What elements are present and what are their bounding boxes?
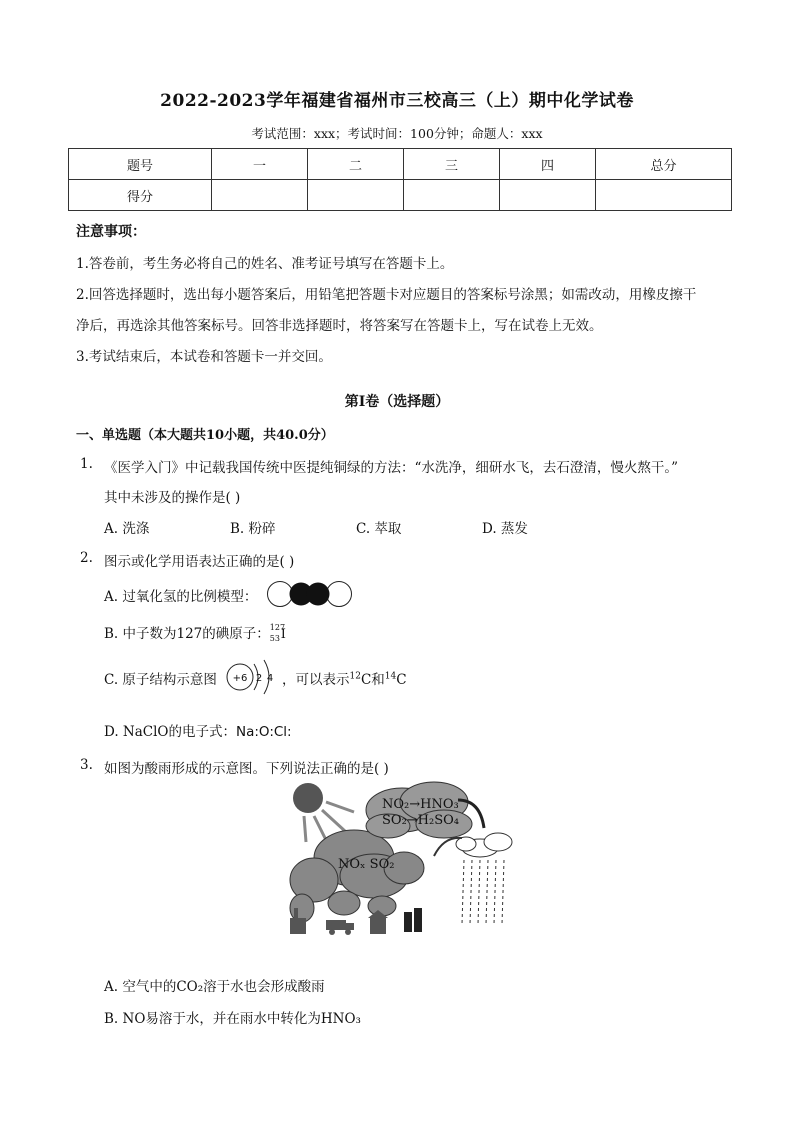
shell-1-electrons: 2	[255, 673, 263, 684]
note-item-3: 3.考试结束后，本试卷和答题卡一并交回。	[76, 349, 332, 365]
note-item-2-line-2: 净后，再选涂其他答案标号。回答非选择题时，将答案写在答题卡上，写在试卷上无效。	[76, 318, 603, 334]
score-cell: 总分	[596, 149, 732, 180]
isotope-1: C和	[360, 672, 385, 688]
mass-number: 127	[269, 622, 286, 632]
score-table-row	[69, 180, 732, 211]
reaction-line-1: NO₂→HNO₃	[382, 797, 459, 812]
score-cell: 题号	[69, 149, 212, 180]
score-cell: 一	[212, 149, 308, 180]
question-3-option-b[interactable]: B. NO易溶于水，并在雨水中转化为HNO₃	[104, 1011, 361, 1027]
element-symbol: I	[280, 626, 286, 642]
question-2-option-b[interactable]	[104, 622, 284, 643]
option-d-text: D. NaClO的电子式：	[104, 724, 237, 740]
score-input-cell[interactable]	[308, 180, 404, 211]
pollutant-label: NOₓ SO₂	[338, 857, 395, 872]
option-b-text: B. 中子数为127的碘原子：	[104, 626, 270, 642]
notes-heading: 注意事项：	[76, 224, 146, 240]
acid-rain-diagram	[284, 778, 520, 938]
section-title: 第Ⅰ卷（选择题）	[344, 394, 450, 410]
power-plant-icon	[404, 908, 422, 932]
isotope-2-mass: 14	[384, 671, 397, 682]
part-heading: 一、单选题（本大题共10小题，共40.0分）	[76, 428, 334, 443]
question-3-option-a[interactable]: A. 空气中的CO₂溶于水也会形成酸雨	[104, 979, 325, 995]
question-1-option-a[interactable]: A. 洗涤	[104, 521, 150, 537]
score-cell: 四	[500, 149, 596, 180]
pollution-cloud-icon	[290, 830, 424, 922]
score-input-cell[interactable]	[212, 180, 308, 211]
question-3-number: 3.	[80, 757, 93, 773]
score-cell: 三	[404, 149, 500, 180]
score-input-cell[interactable]	[404, 180, 500, 211]
score-table	[68, 148, 732, 211]
isotope-2: C	[396, 672, 407, 688]
question-1-option-c[interactable]: C. 萃取	[356, 521, 402, 537]
question-1-option-d[interactable]: D. 蒸发	[482, 521, 528, 537]
note-item-2-line-1: 2.回答选择题时，选出每小题答案后，用铅笔把答题卡对应题目的答案标号涂黑；如需改动，用橡皮擦干	[76, 287, 697, 303]
question-1-stem-line-2: 其中未涉及的操作是( )	[104, 490, 241, 506]
atomic-structure-diagram-icon	[224, 656, 280, 698]
exam-title: 2022-2023学年福建省福州市三校高三（上）期中化学试卷	[160, 91, 634, 111]
question-1-number: 1.	[80, 456, 93, 472]
question-1-option-b[interactable]: B. 粉碎	[230, 521, 276, 537]
question-2-option-d[interactable]	[104, 720, 292, 740]
question-2-option-a[interactable]: A. 过氧化氢的比例模型：	[104, 589, 258, 605]
shell-2-electrons: 4	[266, 673, 274, 684]
score-input-cell[interactable]	[596, 180, 732, 211]
question-3-stem: 如图为酸雨形成的示意图。下列说法正确的是( )	[104, 761, 389, 777]
iodine-nuclide	[269, 622, 286, 643]
question-2-number: 2.	[80, 550, 93, 566]
nucleus-charge: +6	[232, 673, 248, 684]
sun-icon	[293, 783, 323, 813]
rain-drops-icon	[462, 860, 504, 924]
score-input-cell[interactable]	[500, 180, 596, 211]
score-table-header-row	[69, 149, 732, 180]
reaction-line-2: SO₂→H₂SO₄	[382, 813, 459, 828]
isotope-1-mass: 12	[349, 671, 361, 682]
question-2-stem: 图示或化学用语表达正确的是( )	[104, 554, 295, 570]
question-2-option-c-text	[282, 668, 407, 688]
question-1-stem: 《医学入门》中记载我国传统中医提纯铜绿的方法：“水洗净，细研水飞，去石澄清，慢火熬干。”	[104, 460, 679, 476]
score-row-label: 得分	[69, 180, 212, 211]
rain-cloud-icon	[456, 833, 512, 857]
exam-subtitle: 考试范围：xxx；考试时间：100分钟；命题人：xxx	[251, 126, 543, 141]
electron-formula: Na:O:Cl:	[236, 724, 292, 740]
score-cell: 二	[308, 149, 404, 180]
truck-icon	[326, 920, 354, 935]
option-c-post: ，可以表示	[282, 672, 350, 688]
hydrogen-peroxide-model-icon	[266, 579, 354, 609]
note-item-1: 1.答卷前，考生务必将自己的姓名、准考证号填写在答题卡上。	[76, 256, 454, 272]
atomic-number: 53	[269, 633, 280, 643]
question-2-option-c-label[interactable]: C. 原子结构示意图	[104, 672, 217, 688]
